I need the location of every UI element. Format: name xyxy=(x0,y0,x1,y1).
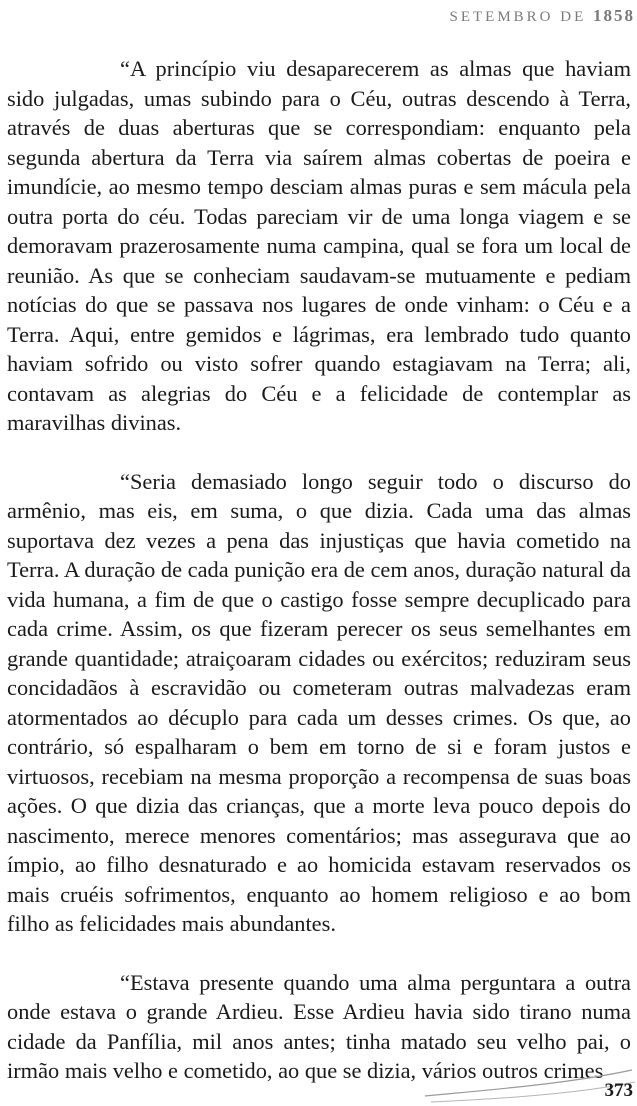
running-header-year: 1858 xyxy=(593,6,635,25)
page-body xyxy=(7,54,631,1086)
paragraph-3: “Estava presente quando uma alma perguntara a outra onde estava o grande Ardieu. Esse Ardieu havia sido tirano numa cidade da Panfília, mil anos antes; tinha matado seu velho pai, o irmão mais velho e cometido, ao que se dizia, vários outros crimes xyxy=(7,969,631,1083)
running-header xyxy=(449,6,635,26)
paragraph-2: “Seria demasiado longo seguir todo o discurso do armênio, mas eis, em suma, o que dizia. Cada uma das almas suportava dez vezes a pena das injustiças que havia cometido na Terra. A duração de cada punição era de cem anos, duração natural da vida humana, a fim de que o castigo fosse sempre decuplicado para cada crime. Assim, os que fizeram perecer os seus semelhantes em grande quantidade; atraiçoaram cidades ou exércitos; reduziram seus concidadãos à escravidão ou cometeram outras malvadezas eram atormentados ao décuplo para cada um desses crimes. Os que, ao contrário, só espalharam o bem em torno de si e foram justos e virtuosos, recebiam na mesma proporção a recompensa de suas boas ações. O que dizia das crianças, que a morte leva pouco depois do nascimento, merece menores comentários; mas assegurava que ao ímpio, ao filho desnaturado e ao homicida estavam reservados os mais cruéis sofrimentos, enquanto ao homem religioso e ao bom filho as felicidades mais abundantes. xyxy=(7,468,631,936)
paragraph-1: “A princípio viu desaparecerem as almas que haviam sido julgadas, umas subindo para o Céu, outras descendo à Terra, através de duas aberturas que se correspondiam: enquanto pela segunda abertura da Terra via saírem almas cobertas de poeira e imundície, ao mesmo tempo desciam almas puras e sem mácula pela outra porta do céu. Todas pareciam vir de uma longa viagem e se demoravam prazerosamente numa campina, qual se fora um local de reunião. As que se conheciam saudavam-se mutuamente e pediam notícias do que se passava nos lugares de onde vinham: o Céu e a Terra. Aqui, entre gemidos e lágrimas, era lembrado tudo quanto haviam sofrido ou visto sofrer quando estagiavam na Terra; ali, contavam as alegrias do Céu e a felicidade de contemplar as maravilhas divinas. xyxy=(7,56,631,435)
running-header-title: SETEMBRO DE xyxy=(449,9,587,25)
page-number: 373 xyxy=(604,1080,633,1101)
